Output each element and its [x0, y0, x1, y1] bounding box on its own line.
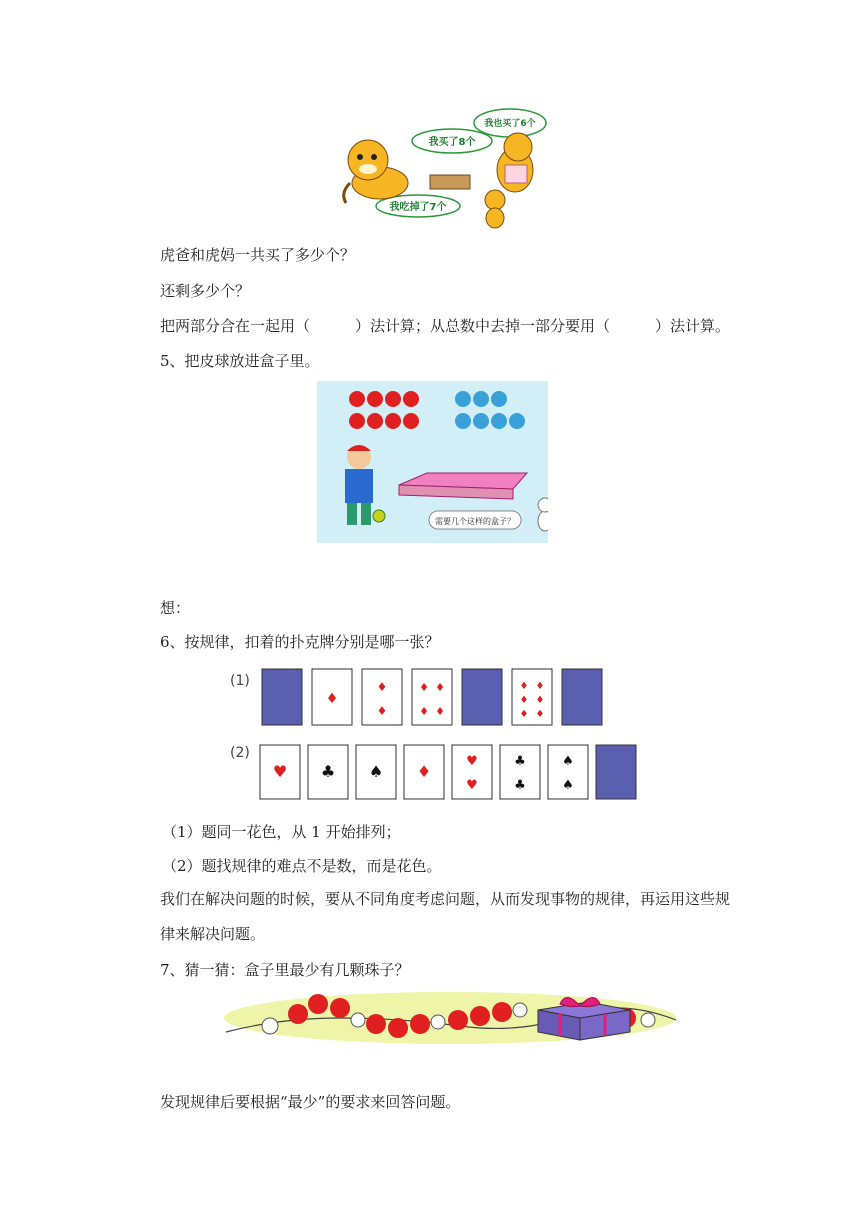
face-down-card: [262, 669, 302, 725]
svg-text:♠: ♠: [562, 778, 574, 793]
svg-text:♦: ♦: [419, 705, 429, 718]
question-total: 虎爸和虎妈一共买了多少个？: [160, 246, 356, 264]
think-label: 想：: [160, 599, 191, 617]
face-down-card: [596, 745, 636, 799]
svg-text:♦: ♦: [535, 709, 545, 720]
svg-text:♣: ♣: [320, 762, 336, 781]
question-remain: 还剩多少个？: [160, 282, 251, 300]
tiger-dad-icon: [344, 140, 408, 203]
svg-text:♦: ♦: [376, 680, 388, 694]
svg-text:♦: ♦: [535, 681, 545, 692]
beads-box-illustration: [220, 988, 680, 1048]
svg-text:♦: ♦: [535, 695, 545, 706]
final-note: 发现规律后要根据“最少”的要求来回答问题。: [160, 1093, 461, 1111]
bubble-mom: 我也买了6个: [484, 119, 536, 129]
row1-label: (1): [230, 673, 250, 689]
summary-line-1: 我们在解决问题的时候，要从不同角度考虑问题，从而发现事物的规律，再运用这些规: [160, 890, 731, 908]
card: [412, 669, 452, 725]
question-5-title: 5、把皮球放进盒子里。: [160, 352, 320, 370]
svg-text:♦: ♦: [376, 704, 388, 718]
bubble-dad: 我买了8个: [428, 137, 476, 148]
summary-line-2: 律来解决问题。: [160, 925, 266, 943]
rabbit-icon: [538, 498, 548, 531]
tiger-family-illustration: [330, 105, 555, 235]
svg-text:♦: ♦: [519, 681, 529, 692]
face-down-card: [562, 669, 602, 725]
ball-box-illustration: [317, 381, 548, 543]
tray-icon: [430, 175, 470, 189]
svg-text:♦: ♦: [419, 681, 429, 694]
svg-text:♠: ♠: [562, 754, 574, 769]
poker-cards-illustration: [226, 663, 646, 803]
svg-text:♦: ♦: [435, 705, 445, 718]
card: [512, 669, 552, 725]
svg-text:♦: ♦: [519, 695, 529, 706]
tiger-cub-icon: [485, 190, 505, 228]
svg-text:♦: ♦: [416, 762, 432, 781]
svg-text:♦: ♦: [325, 691, 339, 707]
svg-text:♣: ♣: [514, 754, 526, 769]
svg-text:♥: ♥: [466, 778, 478, 793]
question-7-title: 7、猜一猜：盒子里最少有几颗珠子？: [160, 961, 410, 979]
svg-text:♥: ♥: [466, 754, 478, 769]
svg-text:♦: ♦: [435, 681, 445, 694]
svg-text:♠: ♠: [368, 762, 384, 781]
tiger-mom-icon: [497, 133, 533, 192]
row2-label: (2): [230, 745, 250, 761]
svg-text:♦: ♦: [519, 709, 529, 720]
note-2: （2）题找规律的难点不是数，而是花色。: [162, 857, 442, 875]
question-fill-blank: 把两部分合在一起用（ ）法计算；从总数中去掉一部分要用（ ）法计算。: [160, 317, 731, 335]
bubble-how-many-boxes: 需要几个这样的盒子？: [435, 517, 515, 526]
small-ball-icon: [373, 510, 385, 522]
box-tray-icon: [399, 473, 527, 499]
note-1: （1）题同一花色，从 1 开始排列；: [162, 823, 401, 841]
bubble-cub: 我吃掉了7个: [389, 202, 447, 213]
question-6-title: 6、按规律，扣着的扑克牌分别是哪一张？: [160, 633, 440, 651]
svg-text:♥: ♥: [272, 762, 288, 781]
svg-text:♣: ♣: [514, 778, 526, 793]
face-down-card: [462, 669, 502, 725]
